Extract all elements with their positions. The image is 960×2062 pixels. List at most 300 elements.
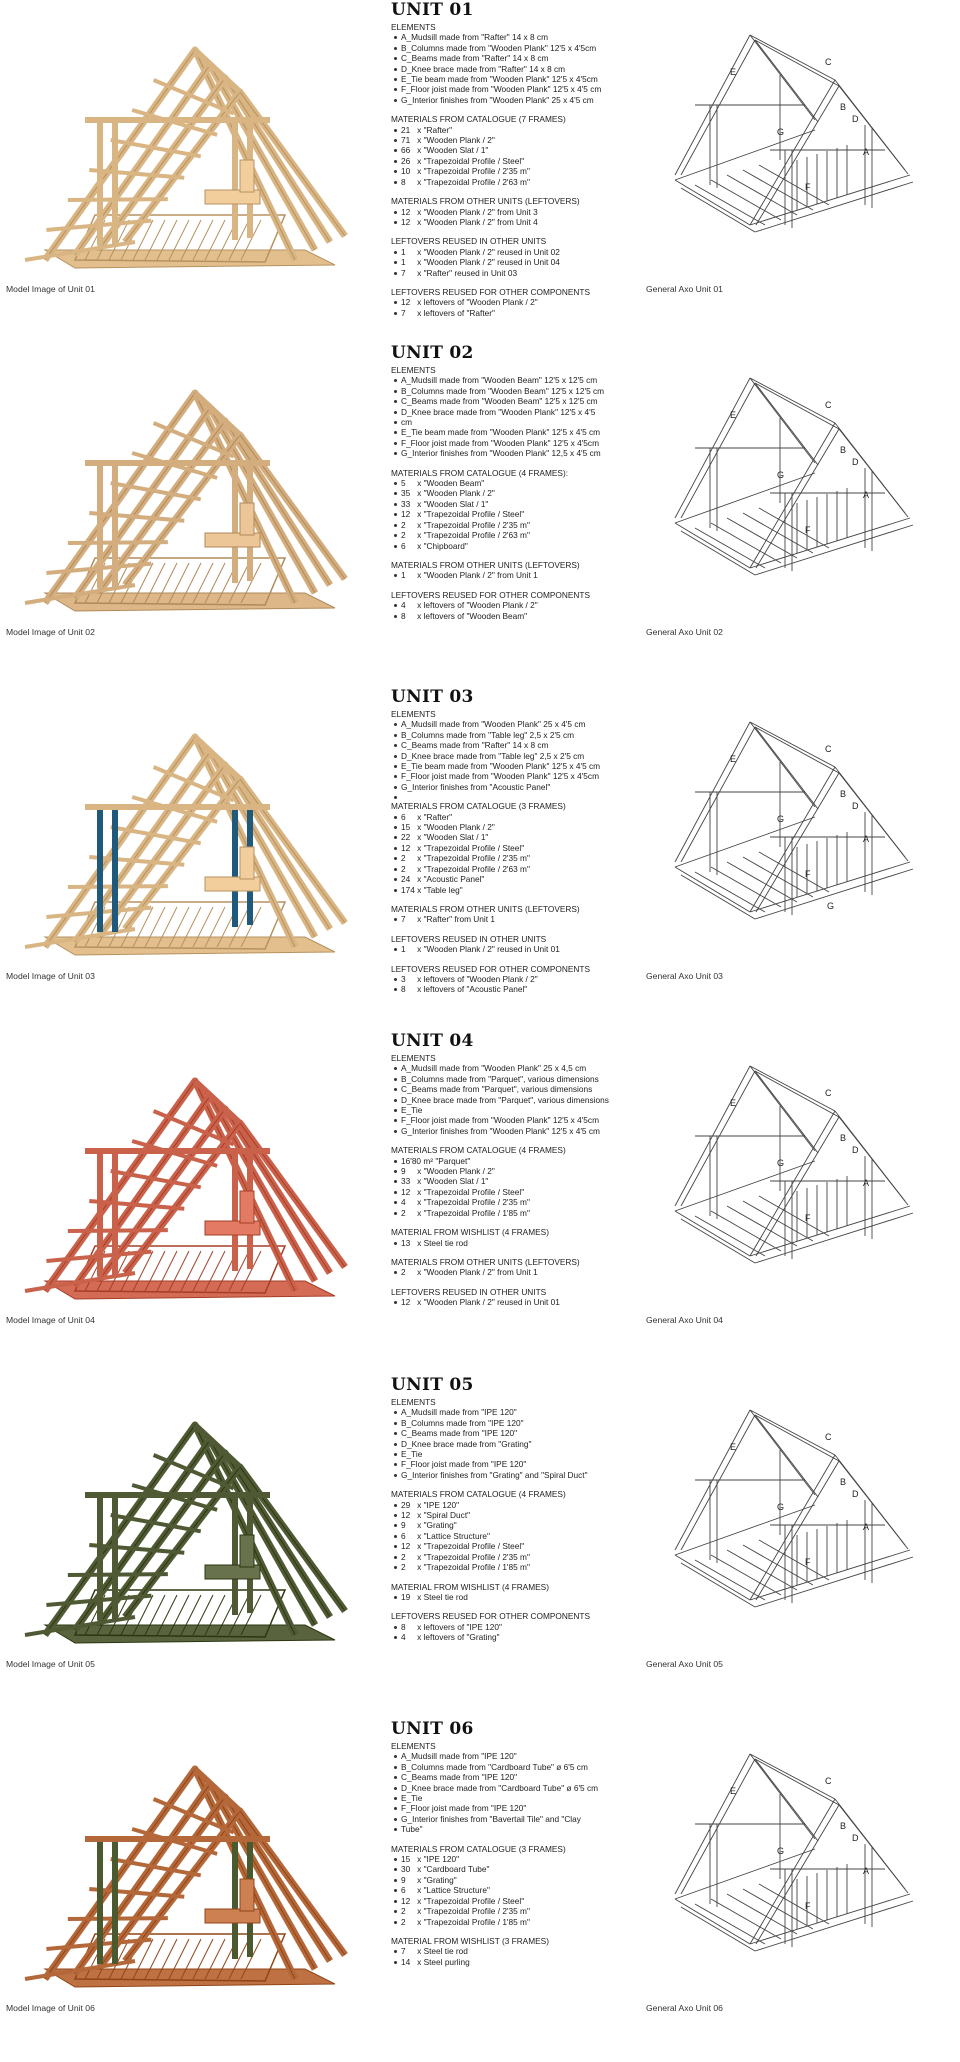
section-heading: MATERIAL FROM WISHLIST (4 FRAMES) [391, 1581, 549, 1592]
axo-back-rafter-right-inner [755, 1071, 818, 1153]
axo-front-rafter-right-inner [839, 1117, 908, 1205]
list-item: G_Interior finishes from "Grating" and "Spiral Duct" [401, 1470, 641, 1480]
axo-front-rafter-left [750, 767, 835, 912]
axo-ridge [750, 378, 835, 423]
list-item: 1 x "Wooden Plank / 2" reused in Unit 04 [401, 257, 641, 267]
list-item: 9 x "Grating" [401, 1875, 641, 1885]
list-item: G_Interior finishes from "Bavertail Tile" and "Clay [401, 1814, 641, 1824]
axo-mudsill [675, 473, 815, 523]
section-heading: MATERIAL FROM WISHLIST (4 FRAMES) [391, 1227, 549, 1238]
list-item: 2 x "Trapezoidal Profile / 1'85 m" [401, 1917, 641, 1927]
model-bench-back [240, 1535, 254, 1567]
list-item: 71 x "Wooden Plank / 2" [401, 135, 641, 145]
list-item: 1 x "Wooden Plank / 2" reused in Unit 01 [401, 944, 641, 954]
list-item: 12 x "Trapezoidal Profile / Steel" [401, 509, 641, 519]
axo-mudsill [750, 1206, 910, 1256]
axo-mudsill [675, 1161, 815, 1211]
list-item: 19 x Steel tie rod [401, 1592, 641, 1602]
section-heading: MATERIALS FROM CATALOGUE (4 FRAMES) [391, 1145, 566, 1156]
axo-mudsill [755, 182, 913, 232]
list-item: D_Knee brace made from "Grating" [401, 1439, 641, 1449]
model-image [5, 353, 365, 633]
axo-back-rafter-right [750, 35, 815, 120]
axo-mudsill [681, 1907, 755, 1951]
section-gap [391, 1480, 641, 1489]
list-item: 33 x "Wooden Slat / 1" [401, 1176, 641, 1186]
section-gap [391, 551, 641, 560]
axo-mudsill [750, 1550, 910, 1600]
section-heading: LEFTOVERS REUSED IN OTHER UNITS [391, 236, 547, 247]
list-item: 9 x "Wooden Plank / 2" [401, 1166, 641, 1176]
axo-label-d: D [852, 801, 859, 811]
list-item: G_Interior finishes from "Wooden Plank" 12,5 x 4'5 cm [401, 448, 641, 458]
list-item: 2 x "Trapezoidal Profile / 2'63 m" [401, 530, 641, 540]
section-list [391, 1592, 641, 1602]
axo-front-rafter-left [750, 1111, 835, 1256]
list-item: 2 x "Trapezoidal Profile / 2'63 m" [401, 864, 641, 874]
section-gap [391, 1835, 641, 1844]
axo-label-g: G [777, 1502, 785, 1512]
list-item: 6 x "Rafter" [401, 812, 641, 822]
list-item: 6 x "Lattice Structure" [401, 1531, 641, 1541]
axo-label-d: D [852, 114, 859, 124]
section-gap [391, 187, 641, 196]
section-gap [391, 1278, 641, 1287]
axo-mudsill [681, 875, 755, 919]
section-list [391, 1407, 641, 1480]
axo-label-a: A [863, 1522, 870, 1532]
list-item: E_Tie beam made from "Wooden Plank" 12'5 x 4'5 cm [401, 761, 641, 771]
unit-spec [391, 1375, 641, 1643]
list-item: 2 x "Trapezoidal Profile / 1'85 m" [401, 1562, 641, 1572]
axo-ridge [750, 722, 835, 767]
section-gap [391, 792, 641, 801]
axo-mudsill [755, 869, 913, 919]
list-item: 1 x "Wooden Plank / 2" reused in Unit 02 [401, 247, 641, 257]
axo-label-a: A [863, 490, 870, 500]
axo-mudsill [675, 1849, 815, 1899]
axo-front-rafter-left-inner [756, 1461, 839, 1600]
axo-svg [655, 10, 955, 310]
list-item: 12 x "Wooden Plank / 2" from Unit 3 [401, 207, 641, 217]
section-list [391, 1238, 641, 1248]
list-item: E_Tie beam made from "Wooden Plank" 12'5 x 4'5 cm [401, 427, 641, 437]
axo-label-c: C [825, 744, 832, 754]
list-item: 10 x "Trapezoidal Profile / 2'35 m" [401, 166, 641, 176]
section-list [391, 1156, 641, 1218]
list-item: 8 x leftovers of "Wooden Beam" [401, 611, 641, 621]
list-item: 4 x leftovers of "Wooden Plank / 2" [401, 600, 641, 610]
axo-label-g: G [777, 1846, 785, 1856]
unit-section [0, 687, 960, 1030]
list-item: 6 x "Lattice Structure" [401, 1885, 641, 1895]
axo-label-b: B [840, 1133, 847, 1143]
axo-caption: General Axo Unit 05 [646, 1659, 723, 1669]
axo-label-c: C [825, 1776, 832, 1786]
axo-mudsill [675, 523, 750, 568]
list-item: 12 x "Wooden Plank / 2" from Unit 4 [401, 217, 641, 227]
list-item: 12 x "Spiral Duct" [401, 1510, 641, 1520]
list-item: B_Columns made from "Parquet", various dimensions [401, 1074, 641, 1084]
axo-label-e: E [730, 1098, 737, 1108]
list-item: C_Beams made from "Parquet", various dimensions [401, 1084, 641, 1094]
axo-mudsill [681, 1563, 755, 1607]
list-item: 9 x "Grating" [401, 1520, 641, 1530]
list-item: 8 x leftovers of "IPE 120" [401, 1622, 641, 1632]
section-gap [391, 1602, 641, 1611]
list-item: D_Knee brace made from "Wooden Plank" 12'5 x 4'5 [401, 407, 641, 417]
axo-drawing [655, 1041, 955, 1341]
model-image [5, 1385, 365, 1665]
axo-label-a: A [863, 147, 870, 157]
list-item: 12 x leftovers of "Wooden Plank / 2" [401, 297, 641, 307]
section-heading: LEFTOVERS REUSED FOR OTHER COMPONENTS [391, 589, 590, 600]
section-heading: MATERIALS FROM CATALOGUE (3 FRAMES) [391, 801, 566, 812]
list-item: E_Tie [401, 1105, 641, 1115]
section-heading: MATERIAL FROM WISHLIST (3 FRAMES) [391, 1935, 549, 1946]
unit-section [0, 343, 960, 686]
section-list [391, 297, 641, 318]
model-caption: Model Image of Unit 06 [6, 2003, 95, 2013]
section-heading: ELEMENTS [391, 1397, 436, 1407]
section-list [391, 914, 641, 924]
section-list [391, 478, 641, 551]
list-item: 4 x leftovers of "Grating" [401, 1632, 641, 1642]
section-gap [391, 581, 641, 590]
section-heading: ELEMENTS [391, 365, 436, 375]
axo-svg [655, 1041, 955, 1341]
unit-title: UNIT 05 [391, 1375, 474, 1395]
axo-front-rafter-left-inner [756, 1117, 839, 1256]
list-item: B_Columns made from "Table leg" 2,5 x 2'5 cm [401, 730, 641, 740]
axo-mudsill [755, 1213, 913, 1263]
list-item: 16'80 m² "Parquet" [401, 1156, 641, 1166]
section-gap [391, 278, 641, 287]
section-gap [391, 105, 641, 114]
section-heading: LEFTOVERS REUSED IN OTHER UNITS [391, 1286, 547, 1297]
section-heading: ELEMENTS [391, 22, 436, 32]
list-item: 2 x "Trapezoidal Profile / 2'35 m" [401, 853, 641, 863]
section-list [391, 974, 641, 995]
list-item: A_Mudsill made from "Wooden Plank" 25 x 4'5 cm [401, 719, 641, 729]
axo-mudsill [675, 1505, 815, 1555]
model-drawing [5, 353, 365, 633]
axo-label-c: C [825, 1432, 832, 1442]
axo-label-g: G [777, 1158, 785, 1168]
list-item: 2 x "Trapezoidal Profile / 1'85 m" [401, 1208, 641, 1218]
list-item: 12 x "Trapezoidal Profile / Steel" [401, 1541, 641, 1551]
section-heading: MATERIALS FROM OTHER UNITS (LEFTOVERS) [391, 1256, 580, 1267]
unit-title: UNIT 03 [391, 687, 474, 707]
list-item: 26 x "Trapezoidal Profile / Steel" [401, 156, 641, 166]
section-list [391, 719, 641, 792]
model-bench-back [240, 1191, 254, 1223]
list-item: A_Mudsill made from "Wooden Plank" 25 x 4,5 cm [401, 1063, 641, 1073]
section-gap [391, 1927, 641, 1936]
list-item: D_Knee brace made from "Cardboard Tube" ø 6'5 cm [401, 1783, 641, 1793]
axo-back-rafter-right [750, 378, 815, 463]
axo-back-rafter-right [750, 722, 815, 807]
axo-label-a: A [863, 834, 870, 844]
list-item: 30 x "Cardboard Tube" [401, 1864, 641, 1874]
list-item: cm [401, 417, 641, 427]
model-drawing [5, 1729, 365, 2009]
section-heading: MATERIALS FROM CATALOGUE (7 FRAMES) [391, 114, 566, 125]
axo-back-rafter-left-inner [681, 383, 755, 518]
unit-section [0, 1719, 960, 2062]
list-item: A_Mudsill made from "Wooden Beam" 12'5 x 12'5 cm [401, 375, 641, 385]
axo-back-rafter-left-inner [681, 1415, 755, 1550]
axo-label-g2: G [827, 901, 835, 911]
axo-label-e: E [730, 410, 737, 420]
model-drawing [5, 10, 365, 290]
list-item: 2 x "Trapezoidal Profile / 2'35 m" [401, 1552, 641, 1562]
unit-section [0, 0, 960, 343]
axo-caption: General Axo Unit 01 [646, 284, 723, 294]
model-caption: Model Image of Unit 03 [6, 971, 95, 981]
list-item: 2 x "Wooden Plank / 2" from Unit 1 [401, 1267, 641, 1277]
axo-mudsill [675, 1211, 750, 1256]
list-item: 7 x Steel tie rod [401, 1946, 641, 1956]
list-item: 21 x "Rafter" [401, 125, 641, 135]
list-item: C_Beams made from "Rafter" 14 x 8 cm [401, 740, 641, 750]
list-item: 7 x "Rafter" reused in Unit 03 [401, 268, 641, 278]
list-item: G_Interior finishes from "Wooden Plank" 25 x 4'5 cm [401, 95, 641, 105]
axo-front-rafter-left [750, 1799, 835, 1944]
axo-front-rafter-right-inner [839, 773, 908, 861]
list-item: 7 x leftovers of "Rafter" [401, 308, 641, 318]
unit-spec [391, 687, 641, 995]
list-item: D_Knee brace made from "Parquet", various dimensions [401, 1095, 641, 1105]
list-item: 12 x "Trapezoidal Profile / Steel" [401, 1896, 641, 1906]
list-item: C_Beams made from "Rafter" 14 x 8 cm [401, 53, 641, 63]
section-heading: LEFTOVERS REUSED IN OTHER UNITS [391, 933, 547, 944]
axo-label-d: D [852, 1145, 859, 1155]
list-item: 13 x Steel tie rod [401, 1238, 641, 1248]
axo-label-f: F [805, 869, 811, 879]
axo-mudsill [750, 175, 910, 225]
unit-spec [391, 1031, 641, 1308]
list-item: F_Floor joist made from "Wooden Plank" 12'5 x 4'5cm [401, 771, 641, 781]
list-item: 3 x leftovers of "Wooden Plank / 2" [401, 974, 641, 984]
axo-label-b: B [840, 445, 847, 455]
section-heading: ELEMENTS [391, 1741, 436, 1751]
axo-ridge [750, 35, 835, 80]
axo-label-g: G [777, 127, 785, 137]
axo-drawing [655, 1729, 955, 2029]
model-caption: Model Image of Unit 01 [6, 284, 95, 294]
section-list [391, 1946, 641, 1967]
list-item: 66 x "Wooden Slat / 1" [401, 145, 641, 155]
axo-front-rafter-left-inner [756, 429, 839, 568]
section-gap [391, 1136, 641, 1145]
section-list [391, 1063, 641, 1136]
model-drawing [5, 1385, 365, 1665]
axo-front-rafter-left-inner [756, 86, 839, 225]
model-bench-back [240, 503, 254, 535]
list-item: F_Floor joist made from "IPE 120" [401, 1459, 641, 1469]
section-list [391, 375, 641, 458]
section-gap [391, 1248, 641, 1257]
axo-front-rafter-right-inner [839, 1461, 908, 1549]
section-heading: LEFTOVERS REUSED FOR OTHER COMPONENTS [391, 286, 590, 297]
unit-title: UNIT 01 [391, 0, 474, 20]
axo-caption: General Axo Unit 03 [646, 971, 723, 981]
list-item: 4 x "Trapezoidal Profile / 2'35 m" [401, 1197, 641, 1207]
axo-mudsill [755, 525, 913, 575]
axo-front-rafter-left-inner [756, 773, 839, 912]
list-item: 2 x "Trapezoidal Profile / 2'35 m" [401, 520, 641, 530]
axo-label-g: G [777, 470, 785, 480]
axo-drawing [655, 10, 955, 310]
axo-label-e: E [730, 1442, 737, 1452]
axo-caption: General Axo Unit 06 [646, 2003, 723, 2013]
list-item: F_Floor joist made from "IPE 120" [401, 1803, 641, 1813]
unit-section [0, 1375, 960, 1718]
section-gap [391, 459, 641, 468]
axo-back-rafter-left-inner [681, 727, 755, 862]
axo-front-rafter-right-inner [839, 86, 908, 174]
section-heading: MATERIALS FROM CATALOGUE (3 FRAMES) [391, 1843, 566, 1854]
list-item: 15 x "IPE 120" [401, 1854, 641, 1864]
unit-spec [391, 343, 641, 621]
axo-ridge [750, 1066, 835, 1111]
unit-title: UNIT 04 [391, 1031, 474, 1051]
section-heading: ELEMENTS [391, 709, 436, 719]
axo-front-rafter-left [750, 1455, 835, 1600]
section-gap [391, 925, 641, 934]
axo-front-rafter-left-inner [756, 1805, 839, 1944]
axo-front-rafter-left [750, 80, 835, 225]
list-item: A_Mudsill made from "IPE 120" [401, 1751, 641, 1761]
axo-back-rafter-right [750, 1754, 815, 1839]
axo-front-rafter-left [750, 423, 835, 568]
axo-label-f: F [805, 1901, 811, 1911]
axo-drawing [655, 697, 955, 997]
section-gap [391, 955, 641, 964]
list-item: F_Floor joist made from "Wooden Plank" 12'5 x 4'5cm [401, 438, 641, 448]
axo-label-b: B [840, 1477, 847, 1487]
axo-label-e: E [730, 1786, 737, 1796]
section-list [391, 1500, 641, 1573]
section-gap [391, 1218, 641, 1227]
list-item: 2 x "Trapezoidal Profile / 2'35 m" [401, 1906, 641, 1916]
list-item: 8 x leftovers of "Acoustic Panel" [401, 984, 641, 994]
axo-label-d: D [852, 457, 859, 467]
model-image [5, 1729, 365, 2009]
section-heading: MATERIALS FROM CATALOGUE (4 FRAMES): [391, 467, 569, 478]
axo-label-b: B [840, 789, 847, 799]
axo-caption: General Axo Unit 04 [646, 1315, 723, 1325]
axo-ridge [750, 1410, 835, 1455]
axo-mudsill [675, 1555, 750, 1600]
list-item: 35 x "Wooden Plank / 2" [401, 488, 641, 498]
model-bench-back [240, 847, 254, 879]
axo-label-g: G [777, 814, 785, 824]
axo-label-b: B [840, 102, 847, 112]
list-item: B_Columns made from "Wooden Plank" 12'5 x 4'5cm [401, 43, 641, 53]
list-item: E_Tie [401, 1793, 641, 1803]
axo-label-c: C [825, 57, 832, 67]
list-item: 7 x "Rafter" from Unit 1 [401, 914, 641, 924]
list-item: E_Tie beam made from "Wooden Plank" 12'5 x 4'5cm [401, 74, 641, 84]
list-item: C_Beams made from "IPE 120" [401, 1428, 641, 1438]
axo-back-rafter-right-inner [755, 40, 818, 122]
model-image [5, 697, 365, 977]
section-heading: MATERIALS FROM OTHER UNITS (LEFTOVERS) [391, 903, 580, 914]
list-item: B_Columns made from "Cardboard Tube" ø 6'5 cm [401, 1762, 641, 1772]
axo-front-rafter-right-inner [839, 429, 908, 517]
model-drawing [5, 1041, 365, 1321]
list-item: 14 x Steel purling [401, 1957, 641, 1967]
axo-svg [655, 1729, 955, 2029]
section-heading: MATERIALS FROM OTHER UNITS (LEFTOVERS) [391, 559, 580, 570]
axo-label-f: F [805, 525, 811, 535]
list-item: B_Columns made from "Wooden Beam" 12'5 x 12'5 cm [401, 386, 641, 396]
axo-label-a: A [863, 1178, 870, 1188]
axo-back-rafter-left-inner [681, 1759, 755, 1894]
model-caption: Model Image of Unit 02 [6, 627, 95, 637]
section-heading: ELEMENTS [391, 1053, 436, 1063]
section-heading: MATERIALS FROM CATALOGUE (4 FRAMES) [391, 1489, 566, 1500]
axo-caption: General Axo Unit 02 [646, 627, 723, 637]
section-list [391, 207, 641, 228]
section-heading: MATERIALS FROM OTHER UNITS (LEFTOVERS) [391, 196, 580, 207]
axo-label-c: C [825, 1088, 832, 1098]
list-item: 174 x "Table leg" [401, 885, 641, 895]
axo-label-e: E [730, 754, 737, 764]
axo-label-d: D [852, 1833, 859, 1843]
unit-spec [391, 1719, 641, 1967]
axo-mudsill [681, 188, 755, 232]
list-item: 12 x "Trapezoidal Profile / Steel" [401, 1187, 641, 1197]
section-gap [391, 1573, 641, 1582]
model-caption: Model Image of Unit 04 [6, 1315, 95, 1325]
model-caption: Model Image of Unit 05 [6, 1659, 95, 1669]
section-list [391, 247, 641, 278]
axo-back-rafter-left-inner [681, 1071, 755, 1206]
list-item: B_Columns made from "IPE 120" [401, 1418, 641, 1428]
axo-svg [655, 353, 955, 653]
axo-back-rafter-right-inner [755, 727, 818, 809]
list-item: 22 x "Wooden Slat / 1" [401, 832, 641, 842]
axo-mudsill [755, 1557, 913, 1607]
section-heading: LEFTOVERS REUSED FOR OTHER COMPONENTS [391, 963, 590, 974]
axo-label-f: F [805, 1213, 811, 1223]
list-item: 5 x "Wooden Beam" [401, 478, 641, 488]
model-bench-back [240, 1879, 254, 1911]
section-gap [391, 895, 641, 904]
section-list [391, 1297, 641, 1307]
unit-title: UNIT 02 [391, 343, 474, 363]
section-list [391, 1854, 641, 1927]
list-item: F_Floor joist made from "Wooden Plank" 12'5 x 4'5 cm [401, 84, 641, 94]
list-item: 29 x "IPE 120" [401, 1500, 641, 1510]
unit-section [0, 1031, 960, 1374]
axo-mudsill [750, 1894, 910, 1944]
unit-spec [391, 0, 641, 318]
axo-label-f: F [805, 182, 811, 192]
section-list [391, 600, 641, 621]
axo-back-rafter-right-inner [755, 383, 818, 465]
axo-mudsill [675, 1899, 750, 1944]
axo-label-a: A [863, 1866, 870, 1876]
list-item: Tube" [401, 1824, 641, 1834]
axo-mudsill [755, 1901, 913, 1951]
axo-drawing [655, 1385, 955, 1685]
axo-label-f: F [805, 1557, 811, 1567]
list-item: 12 x "Trapezoidal Profile / Steel" [401, 843, 641, 853]
